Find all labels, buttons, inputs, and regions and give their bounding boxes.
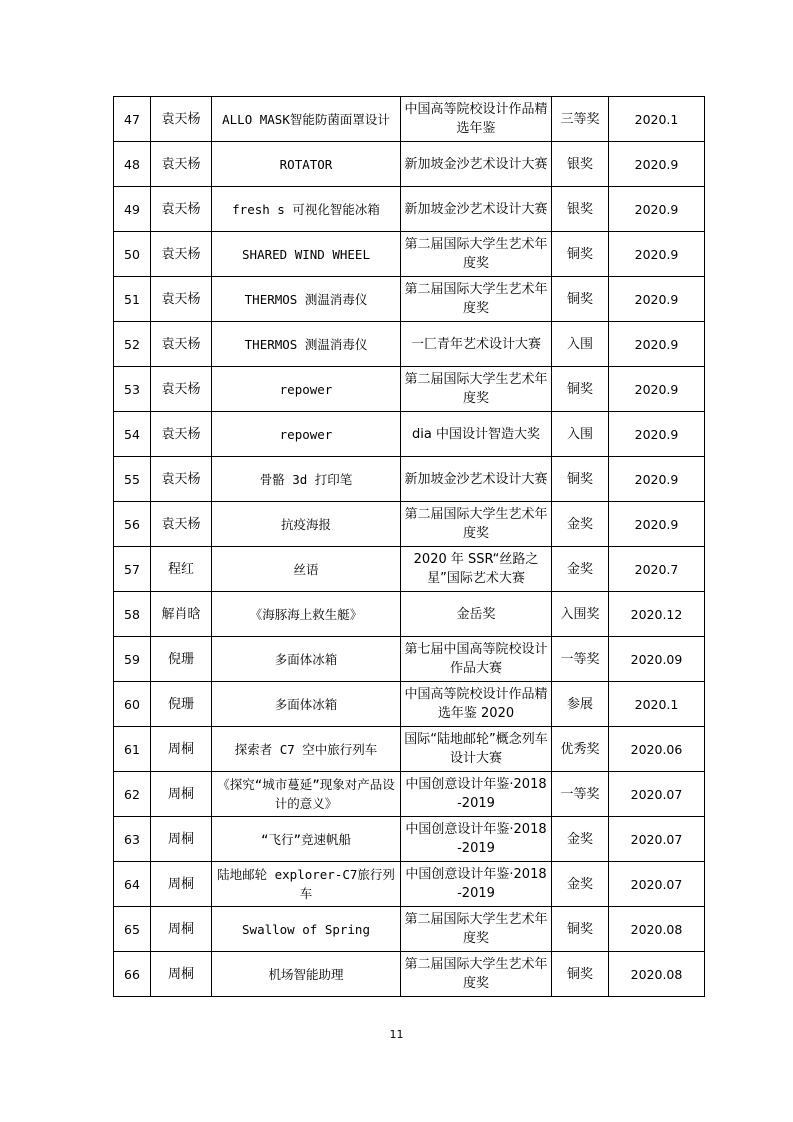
award-date-cell: 2020.07 (609, 772, 705, 817)
award-date-cell: 2020.9 (609, 142, 705, 187)
award-level-cell: 铜奖 (552, 907, 609, 952)
table-row (114, 97, 705, 142)
award-date-cell: 2020.9 (609, 367, 705, 412)
work-title-cell: 《海豚海上救生艇》 (212, 592, 401, 637)
award-level-cell: 优秀奖 (552, 727, 609, 772)
award-date-cell: 2020.12 (609, 592, 705, 637)
table-row (114, 502, 705, 547)
table-row (114, 367, 705, 412)
competition-cell: 第二届国际大学生艺术年度奖 (401, 277, 552, 322)
student-name-cell: 袁天杨 (151, 502, 212, 547)
work-title-cell: 《探究“城市蔓延”现象对产品设计的意义》 (212, 772, 401, 817)
award-date-cell: 2020.07 (609, 862, 705, 907)
work-title-cell: “飞行”竞速帆船 (212, 817, 401, 862)
award-date-cell: 2020.09 (609, 637, 705, 682)
competition-cell: 中国高等院校设计作品精选年鉴 (401, 97, 552, 142)
row-number-cell: 59 (114, 637, 151, 682)
competition-cell: 中国创意设计年鉴·2018-2019 (401, 817, 552, 862)
row-number-cell: 50 (114, 232, 151, 277)
row-number-cell: 47 (114, 97, 151, 142)
row-number-cell: 54 (114, 412, 151, 457)
student-name-cell: 袁天杨 (151, 457, 212, 502)
table-row (114, 592, 705, 637)
award-level-cell: 铜奖 (552, 457, 609, 502)
work-title-cell: THERMOS 测温消毒仪 (212, 277, 401, 322)
award-date-cell: 2020.07 (609, 817, 705, 862)
award-date-cell: 2020.9 (609, 412, 705, 457)
award-level-cell: 三等奖 (552, 97, 609, 142)
competition-cell: 中国创意设计年鉴·2018-2019 (401, 772, 552, 817)
row-number-cell: 65 (114, 907, 151, 952)
competition-cell: 2020 年 SSR“丝路之星”国际艺术大赛 (401, 547, 552, 592)
table-row (114, 907, 705, 952)
student-name-cell: 倪珊 (151, 682, 212, 727)
table-row (114, 547, 705, 592)
student-name-cell: 袁天杨 (151, 367, 212, 412)
award-level-cell: 一等奖 (552, 637, 609, 682)
row-number-cell: 48 (114, 142, 151, 187)
competition-cell: 第二届国际大学生艺术年度奖 (401, 367, 552, 412)
award-level-cell: 一等奖 (552, 772, 609, 817)
award-level-cell: 参展 (552, 682, 609, 727)
competition-cell: 中国创意设计年鉴·2018-2019 (401, 862, 552, 907)
row-number-cell: 52 (114, 322, 151, 367)
row-number-cell: 49 (114, 187, 151, 232)
award-date-cell: 2020.9 (609, 277, 705, 322)
competition-cell: 第二届国际大学生艺术年度奖 (401, 502, 552, 547)
award-date-cell: 2020.1 (609, 97, 705, 142)
competition-cell: 中国高等院校设计作品精选年鉴 2020 (401, 682, 552, 727)
award-date-cell: 2020.06 (609, 727, 705, 772)
table-row (114, 817, 705, 862)
table-row (114, 772, 705, 817)
row-number-cell: 60 (114, 682, 151, 727)
student-name-cell: 程红 (151, 547, 212, 592)
student-name-cell: 袁天杨 (151, 97, 212, 142)
work-title-cell: 丝语 (212, 547, 401, 592)
page-number: 11 (389, 1028, 404, 1041)
student-name-cell: 周桐 (151, 772, 212, 817)
competition-cell: 新加坡金沙艺术设计大赛 (401, 142, 552, 187)
work-title-cell: repower (212, 412, 401, 457)
competition-cell: 国际“陆地邮轮”概念列车设计大赛 (401, 727, 552, 772)
work-title-cell: THERMOS 测温消毒仪 (212, 322, 401, 367)
award-date-cell: 2020.1 (609, 682, 705, 727)
award-level-cell: 铜奖 (552, 952, 609, 997)
competition-cell: 新加坡金沙艺术设计大赛 (401, 457, 552, 502)
row-number-cell: 58 (114, 592, 151, 637)
student-name-cell: 周桐 (151, 817, 212, 862)
table-row (114, 142, 705, 187)
row-number-cell: 53 (114, 367, 151, 412)
table-row (114, 457, 705, 502)
work-title-cell: 抗疫海报 (212, 502, 401, 547)
work-title-cell: 机场智能助理 (212, 952, 401, 997)
competition-cell: 新加坡金沙艺术设计大赛 (401, 187, 552, 232)
student-name-cell: 袁天杨 (151, 322, 212, 367)
row-number-cell: 63 (114, 817, 151, 862)
student-name-cell: 周桐 (151, 907, 212, 952)
award-level-cell: 入围 (552, 322, 609, 367)
award-table-body (114, 97, 705, 997)
row-number-cell: 66 (114, 952, 151, 997)
student-name-cell: 倪珊 (151, 637, 212, 682)
award-level-cell: 银奖 (552, 142, 609, 187)
student-name-cell: 袁天杨 (151, 187, 212, 232)
award-date-cell: 2020.7 (609, 547, 705, 592)
table-row (114, 277, 705, 322)
award-level-cell: 入围奖 (552, 592, 609, 637)
table-row (114, 862, 705, 907)
table-row (114, 727, 705, 772)
table-row (114, 187, 705, 232)
table-row (114, 232, 705, 277)
award-level-cell: 金奖 (552, 502, 609, 547)
row-number-cell: 55 (114, 457, 151, 502)
award-level-cell: 铜奖 (552, 277, 609, 322)
award-level-cell: 铜奖 (552, 232, 609, 277)
work-title-cell: 骨骼 3d 打印笔 (212, 457, 401, 502)
award-level-cell: 铜奖 (552, 367, 609, 412)
row-number-cell: 56 (114, 502, 151, 547)
work-title-cell: 陆地邮轮 explorer-C7旅行列车 (212, 862, 401, 907)
competition-cell: 第七届中国高等院校设计作品大赛 (401, 637, 552, 682)
award-date-cell: 2020.9 (609, 457, 705, 502)
work-title-cell: 探索者 C7 空中旅行列车 (212, 727, 401, 772)
table-row (114, 952, 705, 997)
student-name-cell: 解肖晗 (151, 592, 212, 637)
award-level-cell: 金奖 (552, 547, 609, 592)
award-date-cell: 2020.9 (609, 187, 705, 232)
work-title-cell: repower (212, 367, 401, 412)
competition-cell: 第二届国际大学生艺术年度奖 (401, 907, 552, 952)
award-level-cell: 入围 (552, 412, 609, 457)
award-date-cell: 2020.08 (609, 952, 705, 997)
award-date-cell: 2020.9 (609, 502, 705, 547)
work-title-cell: ROTATOR (212, 142, 401, 187)
competition-cell: 一匚青年艺术设计大赛 (401, 322, 552, 367)
work-title-cell: fresh s 可视化智能冰箱 (212, 187, 401, 232)
award-level-cell: 金奖 (552, 862, 609, 907)
table-row (114, 322, 705, 367)
table-row (114, 412, 705, 457)
student-name-cell: 周桐 (151, 727, 212, 772)
student-name-cell: 袁天杨 (151, 142, 212, 187)
work-title-cell: 多面体冰箱 (212, 637, 401, 682)
competition-cell: 第二届国际大学生艺术年度奖 (401, 232, 552, 277)
award-date-cell: 2020.9 (609, 232, 705, 277)
work-title-cell: Swallow of Spring (212, 907, 401, 952)
competition-cell: 金岳奖 (401, 592, 552, 637)
student-name-cell: 袁天杨 (151, 232, 212, 277)
student-name-cell: 袁天杨 (151, 412, 212, 457)
work-title-cell: SHARED WIND WHEEL (212, 232, 401, 277)
student-name-cell: 周桐 (151, 952, 212, 997)
table-row (114, 682, 705, 727)
competition-cell: dia 中国设计智造大奖 (401, 412, 552, 457)
competition-cell: 第二届国际大学生艺术年度奖 (401, 952, 552, 997)
work-title-cell: ALLO MASK智能防菌面罩设计 (212, 97, 401, 142)
award-level-cell: 银奖 (552, 187, 609, 232)
award-date-cell: 2020.9 (609, 322, 705, 367)
table-row (114, 637, 705, 682)
row-number-cell: 64 (114, 862, 151, 907)
student-name-cell: 袁天杨 (151, 277, 212, 322)
row-number-cell: 57 (114, 547, 151, 592)
work-title-cell: 多面体冰箱 (212, 682, 401, 727)
award-table (113, 96, 705, 997)
row-number-cell: 62 (114, 772, 151, 817)
row-number-cell: 51 (114, 277, 151, 322)
award-level-cell: 金奖 (552, 817, 609, 862)
award-date-cell: 2020.08 (609, 907, 705, 952)
student-name-cell: 周桐 (151, 862, 212, 907)
row-number-cell: 61 (114, 727, 151, 772)
